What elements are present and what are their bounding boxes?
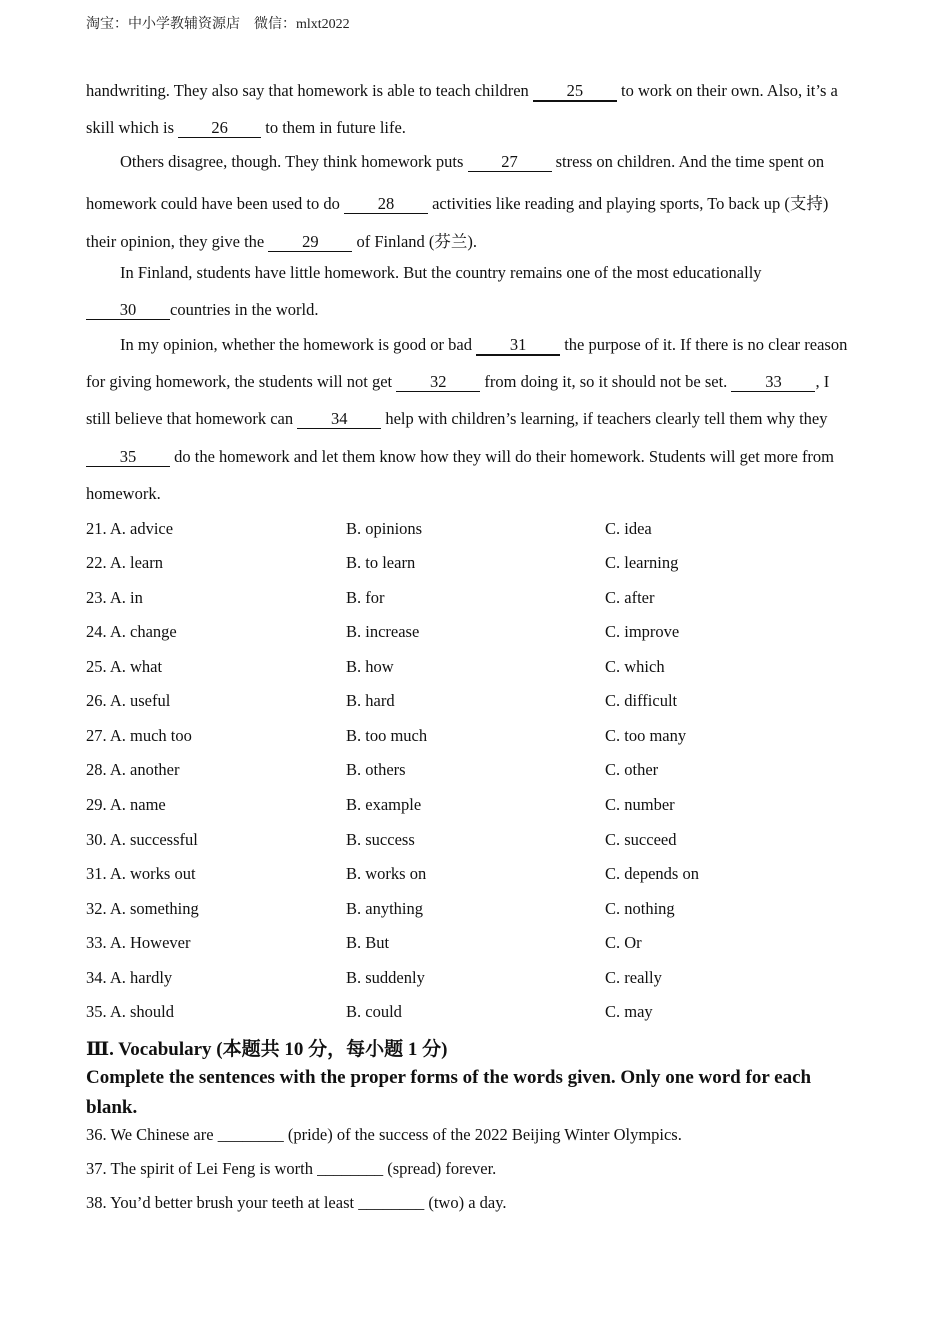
- option-26-b: B. hard: [346, 691, 395, 710]
- passage-text: homework could have been used to do: [86, 194, 344, 213]
- option-26-a: 26. A. useful: [86, 691, 171, 710]
- blank-33: 33: [731, 373, 815, 392]
- blank-26: 26: [178, 119, 261, 138]
- blank-27: 27: [468, 153, 552, 172]
- option-24-a: 24. A. change: [86, 622, 177, 641]
- passage-text: help with children’s learning, if teachers clearly tell them why they: [381, 409, 828, 428]
- passage-text: skill which is: [86, 118, 179, 137]
- passage-line-9: [86, 372, 829, 392]
- option-25-c: C. which: [605, 657, 665, 676]
- blank-35: 35: [86, 448, 170, 467]
- blank-31: 31: [476, 336, 560, 356]
- passage-line-6: In Finland, students have little homework. But the country remains one of the most educationally: [120, 263, 762, 282]
- section-instruction: Complete the sentences with the proper forms of the words given. Only one word for each blank.: [86, 1067, 812, 1118]
- passage-text: , I: [815, 372, 830, 391]
- option-31-c: C. depends on: [605, 864, 699, 883]
- passage-line-2: [86, 118, 406, 138]
- option-35-b: B. could: [346, 1002, 402, 1021]
- passage-line-4: [86, 190, 828, 214]
- option-34-b: B. suddenly: [346, 968, 425, 987]
- passage-text: the purpose of it. If there is no clear reason: [560, 335, 848, 354]
- blank-32: 32: [396, 373, 480, 392]
- option-30-a: 30. A. successful: [86, 830, 198, 849]
- passage-text: for giving homework, the students will not get: [86, 372, 397, 391]
- passage-text: handwriting. They also say that homework is able to teach children: [86, 81, 533, 100]
- option-29-b: B. example: [346, 795, 422, 814]
- option-25-b: B. how: [346, 657, 394, 676]
- option-32-b: B. anything: [346, 899, 423, 918]
- option-34-c: C. really: [605, 968, 662, 987]
- option-22-b: B. to learn: [346, 553, 416, 572]
- option-33-a: 33. A. However: [86, 933, 191, 952]
- option-23-b: B. for: [346, 588, 385, 607]
- passage-text: countries in the world.: [170, 300, 319, 319]
- option-28-c: C. other: [605, 760, 659, 779]
- option-22-c: C. learning: [605, 553, 679, 572]
- blank-34: 34: [297, 410, 381, 429]
- option-32-a: 32. A. something: [86, 899, 199, 918]
- passage-text: do the homework and let them know how they will do their homework. Students will get more from: [170, 447, 835, 466]
- option-33-c: C. Or: [605, 933, 642, 952]
- passage-text: Others disagree, though. They think homework puts: [120, 152, 468, 171]
- passage-text: still believe that homework can: [86, 409, 298, 428]
- passage-line-3: [120, 152, 824, 172]
- section-title: Ⅲ. Vocabulary (本题共 10 分，每小题 1 分): [86, 1039, 448, 1060]
- option-22-a: 22. A. learn: [86, 553, 163, 572]
- option-21-c: C. idea: [605, 519, 652, 538]
- blank-29: 29: [268, 233, 352, 252]
- blank-28: 28: [344, 195, 428, 214]
- blank-25: 25: [533, 82, 617, 102]
- passage-text: stress on children. And the time spent on: [551, 152, 825, 171]
- option-27-b: B. too much: [346, 726, 428, 745]
- passage-line-1: [86, 81, 838, 102]
- passage-text: of Finland (芬兰).: [352, 232, 478, 251]
- passage-line-7: [86, 300, 318, 320]
- passage-text: from doing it, so it should not be set.: [480, 372, 732, 391]
- option-30-c: C. succeed: [605, 830, 677, 849]
- option-24-c: C. improve: [605, 622, 680, 641]
- passage-line-8: [120, 335, 847, 356]
- option-23-c: C. after: [605, 588, 655, 607]
- option-21-b: B. opinions: [346, 519, 423, 538]
- option-30-b: B. success: [346, 830, 415, 849]
- blank-30: 30: [86, 301, 170, 320]
- option-26-c: C. difficult: [605, 691, 678, 710]
- passage-text: activities like reading and playing sports, To back up (支持): [427, 194, 829, 213]
- option-28-a: 28. A. another: [86, 760, 180, 779]
- passage-text: to them in future life.: [261, 118, 406, 137]
- passage-text: to work on their own. Also, it’s a: [616, 81, 838, 100]
- question-36: 36. We Chinese are ________ (pride) of the success of the 2022 Beijing Winter Olympics.: [86, 1125, 682, 1144]
- page-header: 淘宝：中小学教辅资源店 微信：mlxt2022: [86, 17, 350, 32]
- passage-text: their opinion, they give the: [86, 232, 269, 251]
- option-24-b: B. increase: [346, 622, 420, 641]
- option-21-a: 21. A. advice: [86, 519, 174, 538]
- option-29-c: C. number: [605, 795, 675, 814]
- option-31-a: 31. A. works out: [86, 864, 196, 883]
- passage-line-5: [86, 228, 477, 252]
- option-28-b: B. others: [346, 760, 406, 779]
- option-33-b: B. But: [346, 933, 390, 952]
- passage-line-12: homework.: [86, 484, 161, 503]
- option-31-b: B. works on: [346, 864, 427, 883]
- option-25-a: 25. A. what: [86, 657, 163, 676]
- option-32-c: C. nothing: [605, 899, 675, 918]
- question-37: 37. The spirit of Lei Feng is worth ________ (spread) forever.: [86, 1159, 497, 1178]
- passage-line-11: [86, 447, 834, 467]
- option-35-c: C. may: [605, 1002, 653, 1021]
- option-27-c: C. too many: [605, 726, 687, 745]
- passage-line-10: [86, 409, 828, 429]
- option-23-a: 23. A. in: [86, 588, 143, 607]
- option-35-a: 35. A. should: [86, 1002, 175, 1021]
- question-38: 38. You’d better brush your teeth at least ________ (two) a day.: [86, 1193, 507, 1212]
- option-29-a: 29. A. name: [86, 795, 166, 814]
- option-27-a: 27. A. much too: [86, 726, 192, 745]
- option-34-a: 34. A. hardly: [86, 968, 173, 987]
- passage-text: In my opinion, whether the homework is good or bad: [120, 335, 477, 354]
